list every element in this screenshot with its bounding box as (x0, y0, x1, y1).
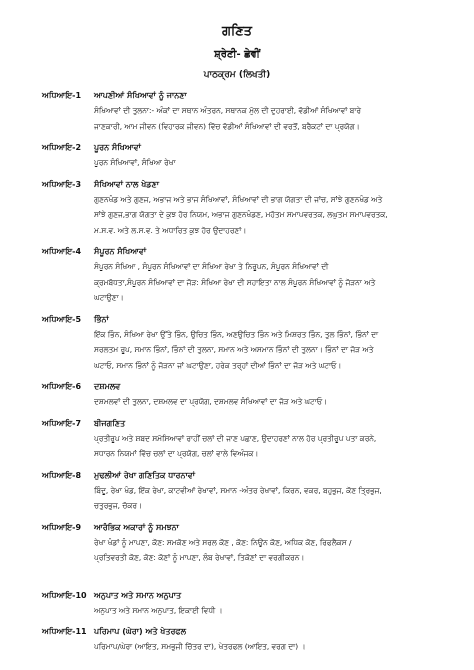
chapter-topic-line: ਘਟਾਓ, ਸਮਾਨ ਭਿੰਨਾਂ ਨੂੰ ਜੋੜਨਾ ਜਾਂ ਘਟਾਉਣਾ, ਹਰੇਕ ਤਰ੍ਹਾਂ ਦੀਆਂ ਭਿੰਨਾਂ ਦਾ ਜੋੜ ਅਤੇ ਘਟਾਓ। (94, 360, 342, 370)
chapter-number: ਅਧਿਆਇ-3 (42, 179, 82, 189)
chapter-number: ਅਧਿਆਇ-11 (42, 627, 87, 636)
chapter-body (94, 312, 452, 374)
chapter-topic-line: ਸੰਖਿਆਵਾਂ ਦੀ ਤੁਲਨਾ:- ਅੰਕਾਂ ਦਾ ਸਥਾਨ ਅੰਤਰਨ, ਸਥਾਨਕ ਮੁੱਲ ਦੀ ਦੁਹਰਾਈ, ਵੱਡੀਆਂ ਸੰਖਿਆਵਾਂ ਬਾਰੇ (94, 106, 361, 115)
chapter-title: ਆਪਣੀਆਂ ਸੰਖਿਆਵਾਂ ਨੂੰ ਜਾਨਣਾ (94, 91, 187, 100)
chapter-title: ਸੰਖਿਆਵਾਂ ਨਾਲ ਖੇਡਣਾ (94, 179, 159, 189)
chapter-list (22, 88, 452, 655)
chapter-body (94, 244, 452, 306)
chapter-topic-line: ਇੱਕ ਭਿੰਨ, ਸੰਖਿਆ ਰੇਖਾ ਉੱਤੇ ਭਿੰਨ, ਉਚਿਤ ਭਿੰਨ, ਅਣਉਚਿਤ ਭਿੰਨ ਅਤੇ ਮਿਸ਼ਰਤ ਭਿੰਨ, ਤੁਲ ਭਿੰਨਾਂ, ਭਿੰਨਾਂ ਦਾ (94, 329, 379, 339)
chapter-title: ਪਰਿਮਾਪ (ਘੇਰਾ) ਅਤੇ ਖੇਤਰਫਲ (94, 627, 187, 636)
chapter-topic-line: ਦਸ਼ਮਲਵਾਂ ਦੀ ਤੁਲਨਾ, ਦਸ਼ਮਲਵ ਦਾ ਪ੍ਰਯੋਗ, ਦਸ਼ਮਲਵ ਸੰਖਿਆਵਾਂ ਦਾ ਜੋੜ ਅਤੇ ਘਟਾਓ। (94, 397, 328, 406)
chapter-body (94, 520, 452, 566)
chapter-title: ਅਨੁਪਾਤ ਅਤੇ ਸਮਾਨ ਅਨੁਪਾਤ (94, 590, 182, 600)
chapter-title: ਮੁਢਲੀਆਂ ਰੇਖਾ ਗਣਿਤਿਕ ਧਾਰਨਾਵਾਂ (94, 470, 196, 480)
chapter-body (94, 88, 452, 134)
chapter-item (22, 588, 452, 619)
chapter-body (94, 379, 452, 410)
chapter-title: ਭਿੰਨਾਂ (94, 314, 109, 324)
chapter-number: ਅਧਿਆਇ-10 (42, 590, 87, 600)
chapter-topic-line: ਕ੍ਰਮਬੱਧਤਾ,ਸੰਪੂਰਨ ਸੰਖਿਆਵਾਂ ਦਾ ਜੋੜ: ਸੰਖਿਆ ਰੇਖਾ ਦੀ ਸਹਾਇਤਾ ਨਾਲ ਸੰਪੂਰਨ ਸੰਖਿਆਵਾਂ ਨੂੰ ਜੋੜਨਾ ਅਤੇ (94, 277, 376, 287)
chapter-topic-line: ਪੂਰਨ ਸੰਖਿਆਵਾਂ, ਸੰਖਿਆ ਰੇਖਾ (94, 158, 176, 167)
chapter-topic-line: ਮ.ਸ.ਵ. ਅਤੇ ਲ.ਸ.ਵ. ਤੇ ਅਧਾਰਿਤ ਕੁਝ ਹੋਰ ਉਦਾਹਰਣਾਂ। (94, 225, 247, 235)
chapter-number: ਅਧਿਆਇ-9 (42, 522, 82, 532)
chapter-body (94, 177, 452, 239)
chapter-item (22, 624, 452, 655)
chapter-number: ਅਧਿਆਇ-1 (42, 91, 82, 100)
chapter-number: ਅਧਿਆਇ-4 (42, 247, 82, 256)
chapter-topic-line: ਪਰਿਮਾਪ/ਘੇਰਾ (ਆਇਤ, ਸਮਭੁਜੀ ਚਿੱਤਰ ਦਾ), ਖੇਤਰਫਲ (ਆਇਤ, ਵਰਗ ਦਾ) । (94, 642, 306, 651)
chapter-topic-line: ਸਾਂਝੇ ਗੁਣਜ,ਭਾਗ ਯੋਗਤਾ ਦੇ ਕੁਝ ਹੋਰ ਨਿਯਮ, ਅਭਾਜ ਗੁਣਨਖੰਡਣ, ਮਹੱਤਮ ਸਮਾਪਵਰਤਕ, ਲਘੁਤਮ ਸਮਾਪਵਰਤਕ, (94, 210, 388, 219)
chapter-item (22, 177, 452, 239)
chapter-number: ਅਧਿਆਇ-5 (42, 314, 82, 324)
chapter-topic-line: ਸੰਪੂਰਨ ਸੰਖਿਆ , ਸੰਪੂਰਨ ਸੰਖਿਆਵਾਂ ਦਾ ਸੰਖਿਆ ਰੇਖਾ ਤੇ ਨਿਰੂਪਨ, ਸੰਪੂਰਨ ਸੰਖਿਆਵਾਂ ਦੀ (94, 262, 329, 271)
chapter-item (22, 416, 452, 462)
syllabus-heading: ਪਾਠਕ੍ਰਮ (ਲਿਖਤੀ) (203, 70, 271, 80)
chapter-item (22, 140, 452, 171)
chapter-item (22, 468, 452, 514)
chapter-title: ਬੀਜਗਣਿਤ (94, 418, 126, 428)
subject-heading: ਗਣਿਤ (221, 24, 253, 39)
chapter-number: ਅਧਿਆਇ-7 (42, 418, 82, 428)
chapter-topic-line: ਪ੍ਰਤਿਵਰਤੀ ਕੋਣ, ਕੋਣ: ਕੋਣਾਂ ਨੂੰ ਮਾਪਣਾ, ਲੰਬ ਰੇਖਾਵਾਂ, ਤਿਕੋਣਾਂ ਦਾ ਵਰਗੀਕਰਨ। (94, 553, 305, 562)
chapter-title: ਸੰਪੂਰਨ ਸੰਖਿਆਵਾਂ (94, 247, 147, 256)
chapter-body (94, 416, 452, 462)
chapter-item (22, 244, 452, 306)
chapter-topic-line: ਘਟਾਉਣਾ। (94, 293, 124, 302)
chapter-body (94, 468, 452, 514)
chapter-topic-line: ਚਤੁਰਭੁਜ, ਚੱਕਰ। (94, 501, 142, 510)
class-heading: ਸ਼੍ਰੇਣੀ- ਛੇਵੀਂ (214, 49, 260, 60)
chapter-title: ਪੂਰਨ ਸੰਖਿਆਵਾਂ (94, 143, 141, 152)
chapter-item (22, 379, 452, 410)
chapter-topic-line: ਬਿੰਦੂ, ਰੇਖਾ ਖੰਡ, ਇੱਕ ਰੇਖਾ, ਕਾਟਵੀਆਂ ਰੇਖਾਵਾਂ, ਸਮਾਨ -ਅੰਤਰ ਰੇਖਾਵਾਂ, ਕਿਰਨ, ਵਕਰ, ਬਹੁਭੁਜ, ਕੋਣ ਤ੍ਰਿਭੁਜ, (94, 485, 382, 495)
chapter-number: ਅਧਿਆਇ-6 (42, 382, 82, 391)
chapter-item (22, 312, 452, 374)
chapter-body (94, 624, 452, 655)
chapter-topic-line: ਗੁਣਨਖੰਡ ਅਤੇ ਗੁਣਜ, ਅਭਾਜ ਅਤੇ ਭਾਜ ਸੰਖਿਆਵਾਂ, ਸੰਖਿਆਵਾਂ ਦੀ ਭਾਗ ਯੋਗਤਾ ਦੀ ਜਾਂਚ, ਸਾਂਝੇ ਗੁਣਨਖੰਡ ਅਤੇ (94, 194, 383, 204)
chapter-number: ਅਧਿਆਇ-8 (42, 470, 82, 480)
chapter-topic-line: ਸਰਲਤਮ ਰੂਪ, ਸਮਾਨ ਭਿੰਨਾਂ, ਭਿੰਨਾਂ ਦੀ ਤੁਲਨਾ, ਸਮਾਨ ਅਤੇ ਅਸਮਾਨ ਭਿੰਨਾਂ ਦੀ ਤੁਲਨਾ। ਭਿੰਨਾਂ ਦਾ ਜੋੜ ਅਤੇ (94, 345, 374, 354)
chapter-item (22, 88, 452, 134)
chapter-topic-line: ਪ੍ਰਤੀਰੂਪ ਅਤੇ ਸ਼ਬਦ ਸਮੱਸਿਆਵਾਂ ਰਾਹੀਂ ਚਲਾਂ ਦੀ ਜਾਣ ਪਛਾਣ, ਉਦਾਹਰਣਾਂ ਨਾਲ ਹੋਰ ਪ੍ਰਤੀਰੂਪ ਪਤਾ ਕਰਨੇ, (94, 433, 377, 443)
chapter-topic-line: ਸਧਾਰਨ ਨਿਯਮਾਂ ਵਿੱਚ ਚਲਾਂ ਦਾ ਪ੍ਰਯੋਗ, ਚਲਾਂ ਵਾਲੇ ਵਿਅੰਜਕ। (94, 449, 259, 458)
chapter-title: ਦਸ਼ਮਲਵ (94, 382, 121, 391)
chapter-item (22, 520, 452, 566)
chapter-number: ਅਧਿਆਇ-2 (42, 143, 82, 152)
chapter-topic-line: ਰੇਖਾ ਖੰਡਾਂ ਨੂੰ ਮਾਪਣਾ, ਕੋਣ: ਸਮਕੋਣ ਅਤੇ ਸਰਲ ਕੋਣ , ਕੋਣ: ਨਿਊਨ ਕੋਣ, ਅਧਿਕ ਕੋਣ, ਰਿਫਲੈਕਸ / (94, 537, 352, 547)
chapter-title: ਆਰੰਭਿਕ ਅਕਾਰਾਂ ਨੂੰ ਸਮਝਨਾ (94, 522, 179, 532)
chapter-topic-line: ਜਾਣਕਾਰੀ, ਆਮ ਜੀਵਨ (ਵਿਹਾਰਕ ਜੀਵਨ) ਵਿੱਚ ਵੱਡੀਆਂ ਸੰਖਿਆਵਾਂ ਦੀ ਵਰਤੋਂ, ਬਰੈਕਟਾਂ ਦਾ ਪ੍ਰਯੋਗ। (94, 121, 360, 131)
chapter-topic-line: ਅਨੁਪਾਤ ਅਤੇ ਸਮਾਨ ਅਨੁਪਾਤ, ਇਕਾਈ ਵਿਧੀ । (94, 605, 223, 615)
chapter-body (94, 588, 452, 619)
chapter-body (94, 140, 452, 171)
